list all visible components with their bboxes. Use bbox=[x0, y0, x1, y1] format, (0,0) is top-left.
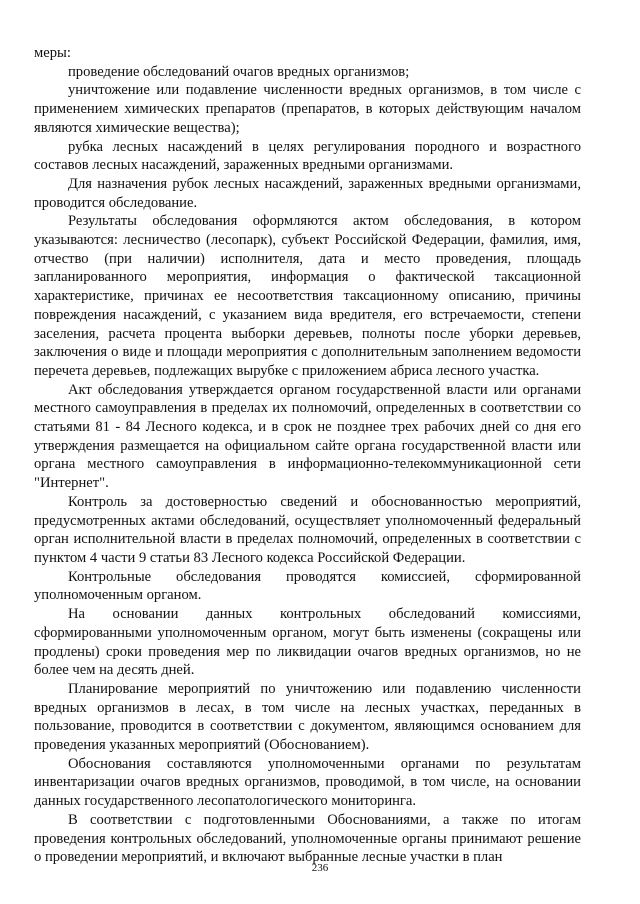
list-item-destruction: уничтожение или подавление численности вредных организмов, в том числе с применением химических препаратов (препаратов, в которых действующим началом являются химические вещества); bbox=[34, 82, 581, 136]
paragraph-decision: В соответствии с подготовленными Обоснованиями, а также по итогам проведения контрольных обследований, уполномоченные органы принимают решение о проведении мероприятий, и включают выбранные лесные участки в план bbox=[34, 811, 581, 866]
paragraph-planning: Планирование мероприятий по уничтожению или подавлению численности вредных организмов в лесах, в том числе на лесных участках, переданных в пользование, проводится в соответствии с документом, являющимся основанием для проведения указанных мероприятий (Обоснованием). bbox=[34, 680, 581, 754]
list-item-survey: проведение обследований очагов вредных организмов; bbox=[68, 63, 410, 80]
list-item-felling: рубка лесных насаждений в целях регулирования породного и возрастного составов лесных насаждений, зараженных вредными организмами. bbox=[34, 138, 581, 174]
paragraph-control: Контроль за достоверностью сведений и обоснованностью мероприятий, предусмотренных актами обследований, осуществляет уполномоченный федеральный орган исполнительной власти в пределах полномочий, определенных в соответствии с пунктом 4 части 9 статьи 83 Лесного кодекса Российской Федерации. bbox=[34, 493, 581, 566]
paragraph-survey-results: Результаты обследования оформляются актом обследования, в котором указываются: лесничество (лесопарк), субъект Российской Федерации, фамилия, имя, отчество (при наличии) исполнителя, дата и место проведения, площадь запланированного мероприятия, информация о фактической таксационной характеристике, причинах ее несоответствия таксационному описанию, причины повреждения насаждений, с указанием вида вредителя, его встречаемости, степени заселения, расчета процента выборки деревьев, полноты после уборки деревьев, заключения о виде и площади мероприятия с дополнительным заполнением ведомости перечета деревьев, подлежащих вырубке с приложением абриса лесного участка. bbox=[34, 213, 581, 379]
paragraph-survey-act: Акт обследования утверждается органом государственной власти или органами местного самоуправления в пределах их полномочий, определенных в соответствии со статьями 81 - 84 Лесного кодекса, и в срок не позднее трех рабочих дней со дня его утверждения размещается на официальном сайте органа государственной власти или органа местного самоуправления в информационно-телекоммуникационной сети "Интернет". bbox=[34, 381, 581, 492]
paragraph-felling-survey: Для назначения рубок лесных насаждений, зараженных вредными организмами, проводится обследование. bbox=[34, 175, 581, 211]
document-body bbox=[34, 44, 581, 867]
paragraph-justifications: Обоснования составляются уполномоченными органами по результатам инвентаризации очагов вредных организмов, проводимой, в том числе, на основании данных государственного лесопатологического мониторинга. bbox=[34, 755, 581, 810]
paragraph-control-surveys: Контрольные обследования проводятся комиссией, сформированной уполномоченным органом. bbox=[34, 568, 581, 604]
paragraph-control-results: На основании данных контрольных обследований комиссиями, сформированными уполномоченным органом, могут быть изменены (сокращены или продлены) сроки проведения мер по ликвидации очагов вредных организмов, но не более чем на десять дней. bbox=[34, 606, 581, 679]
paragraph-continuation: меры: bbox=[34, 45, 71, 61]
page-number: 236 bbox=[311, 862, 329, 874]
